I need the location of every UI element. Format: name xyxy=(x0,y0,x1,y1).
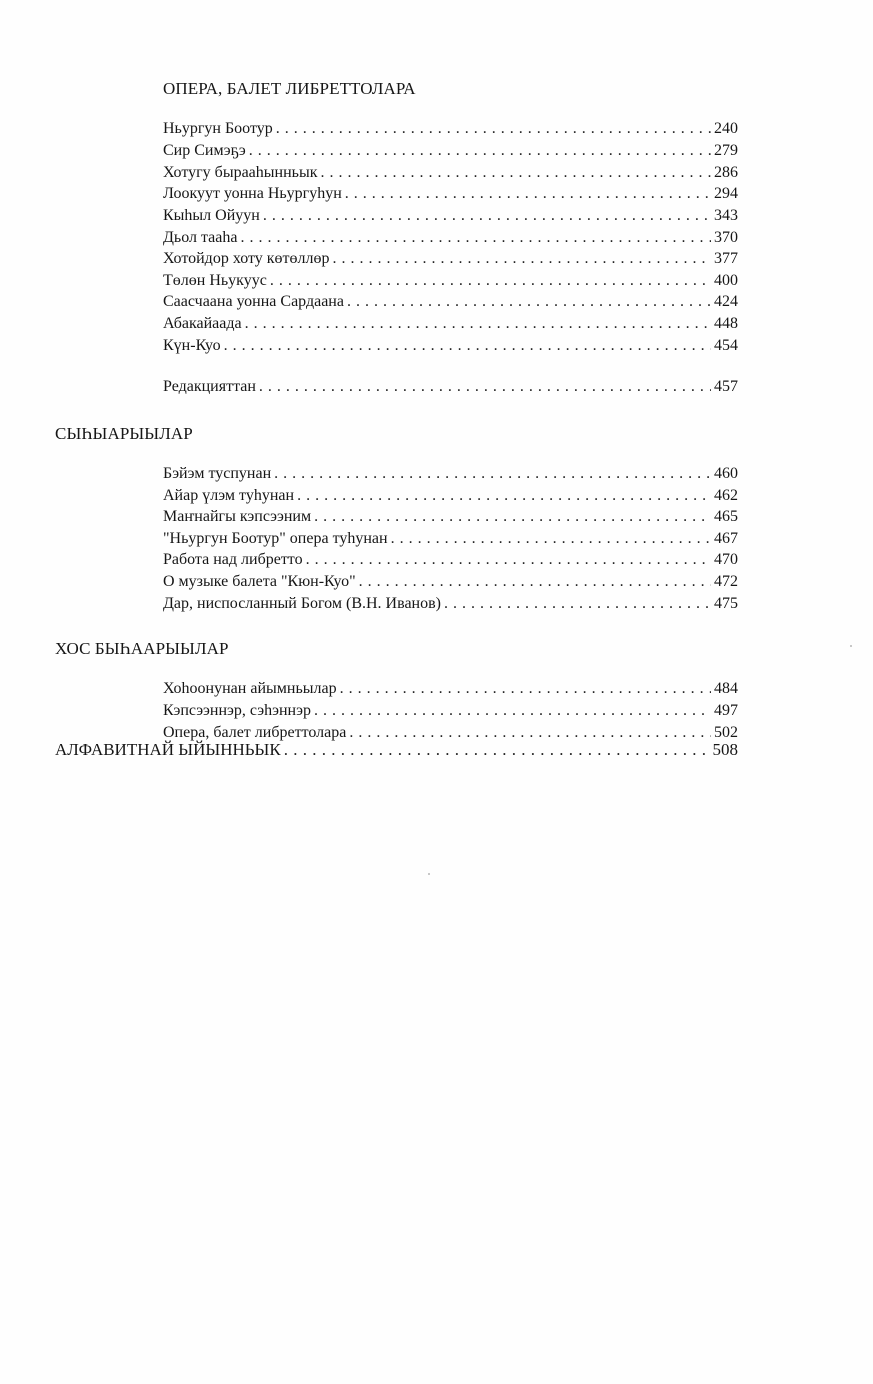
toc-entry xyxy=(163,508,738,530)
toc-entry xyxy=(163,272,738,294)
entry-page: 424 xyxy=(714,293,738,310)
entry-title: Күн-Куо xyxy=(163,337,221,354)
toc-entry xyxy=(163,120,738,142)
toc-entry xyxy=(163,207,738,229)
leader-dots xyxy=(340,680,711,698)
toc-entry xyxy=(163,185,738,207)
section-heading-notes: ХОС БЫҺААРЫЫЛАР xyxy=(55,639,229,658)
entry-title: "Ньургун Боотур" опера туһунан xyxy=(163,530,388,547)
toc-entry xyxy=(163,164,738,186)
leader-dots xyxy=(345,185,711,203)
entry-page: 497 xyxy=(714,702,738,719)
leader-dots xyxy=(314,702,711,720)
leader-dots xyxy=(263,207,711,225)
entry-title: Бэйэм туспунан xyxy=(163,465,272,482)
entry-title: О музыке балета "Кюн-Куо" xyxy=(163,573,356,590)
toc-entry xyxy=(163,551,738,573)
entry-page: 462 xyxy=(714,487,738,504)
entry-title: Опера, балет либреттолара xyxy=(163,724,347,741)
entry-title: Кэпсээннэр, сэһэннэр xyxy=(163,702,311,719)
entry-page: 467 xyxy=(714,530,738,547)
leader-dots xyxy=(444,595,711,613)
entry-page: 508 xyxy=(712,740,738,759)
entry-page: 448 xyxy=(714,315,738,332)
leader-dots xyxy=(314,508,711,526)
leader-dots xyxy=(240,229,711,247)
toc-entry xyxy=(163,293,738,315)
leader-dots xyxy=(224,337,711,355)
entry-page: 472 xyxy=(714,573,738,590)
entry-page: 286 xyxy=(714,164,738,181)
leader-dots xyxy=(245,315,711,333)
scan-speck xyxy=(428,873,430,875)
leader-dots xyxy=(284,740,710,760)
entry-page: 475 xyxy=(714,595,738,612)
entry-title: Редакцияттан xyxy=(163,378,256,395)
entry-title: АЛФАВИТНАЙ ЫЙЫННЬЫК xyxy=(55,740,281,759)
toc-entry xyxy=(163,378,738,400)
leader-dots xyxy=(359,573,711,591)
leader-dots xyxy=(259,378,711,396)
entry-title: Саасчаана уонна Сардаана xyxy=(163,293,344,310)
toc-entry xyxy=(163,573,738,595)
entry-title: Абакайаада xyxy=(163,315,242,332)
toc-entry xyxy=(163,530,738,552)
entry-title: Кыһыл Ойуун xyxy=(163,207,260,224)
toc-entry xyxy=(163,142,738,164)
entry-title: Хотугу бырааһынньык xyxy=(163,164,318,181)
toc-entry xyxy=(163,595,738,617)
entry-title: Хотойдор хоту көтөллөр xyxy=(163,250,330,267)
entry-title: Дьол тааһа xyxy=(163,229,238,246)
entry-page: 457 xyxy=(714,378,738,395)
toc-entry xyxy=(163,680,738,702)
leader-dots xyxy=(347,293,711,311)
entry-title: Ньургун Боотур xyxy=(163,120,273,137)
entry-page: 370 xyxy=(714,229,738,246)
entry-page: 400 xyxy=(714,272,738,289)
toc-entry xyxy=(163,315,738,337)
section-heading-appendix: СЫҺЫАРЫЫЛАР xyxy=(55,424,193,443)
toc-entry xyxy=(163,250,738,272)
entry-page: 294 xyxy=(714,185,738,202)
entry-page: 377 xyxy=(714,250,738,267)
entry-page: 343 xyxy=(714,207,738,224)
entry-page: 502 xyxy=(714,724,738,741)
entry-title: Работа над либретто xyxy=(163,551,303,568)
scan-speck xyxy=(850,645,852,647)
leader-dots xyxy=(297,487,711,505)
entry-title: Хоһоонунан айымньылар xyxy=(163,680,337,697)
entry-title: Сир Симэҕэ xyxy=(163,142,246,159)
toc-entry xyxy=(163,702,738,724)
leader-dots xyxy=(274,465,711,483)
entry-title: Лоокуут уонна Ньургуһун xyxy=(163,185,342,202)
entry-page: 470 xyxy=(714,551,738,568)
toc-entry xyxy=(163,337,738,359)
leader-dots xyxy=(320,164,711,182)
entry-page: 460 xyxy=(714,465,738,482)
entry-page: 240 xyxy=(714,120,738,137)
leader-dots xyxy=(306,551,711,569)
leader-dots xyxy=(391,530,711,548)
entry-page: 279 xyxy=(714,142,738,159)
leader-dots xyxy=(270,272,711,290)
entry-page: 454 xyxy=(714,337,738,354)
toc-entry xyxy=(163,487,738,509)
entry-title: Төлөн Ньукуус xyxy=(163,272,267,289)
leader-dots xyxy=(276,120,711,138)
leader-dots xyxy=(249,142,711,160)
toc-entry xyxy=(163,229,738,251)
entry-title: Айар үлэм туһунан xyxy=(163,487,295,504)
entry-page: 484 xyxy=(714,680,738,697)
section-heading-opera: ОПЕРА, БАЛЕТ ЛИБРЕТТОЛАРА xyxy=(163,79,416,98)
entry-title: Маҥнайгы кэпсээним xyxy=(163,508,312,525)
toc-entry xyxy=(163,465,738,487)
entry-page: 465 xyxy=(714,508,738,525)
toc-entry-alphabetical-index xyxy=(55,740,738,762)
entry-title: Дар, ниспосланный Богом (В.Н. Иванов) xyxy=(163,595,441,612)
leader-dots xyxy=(333,250,711,268)
